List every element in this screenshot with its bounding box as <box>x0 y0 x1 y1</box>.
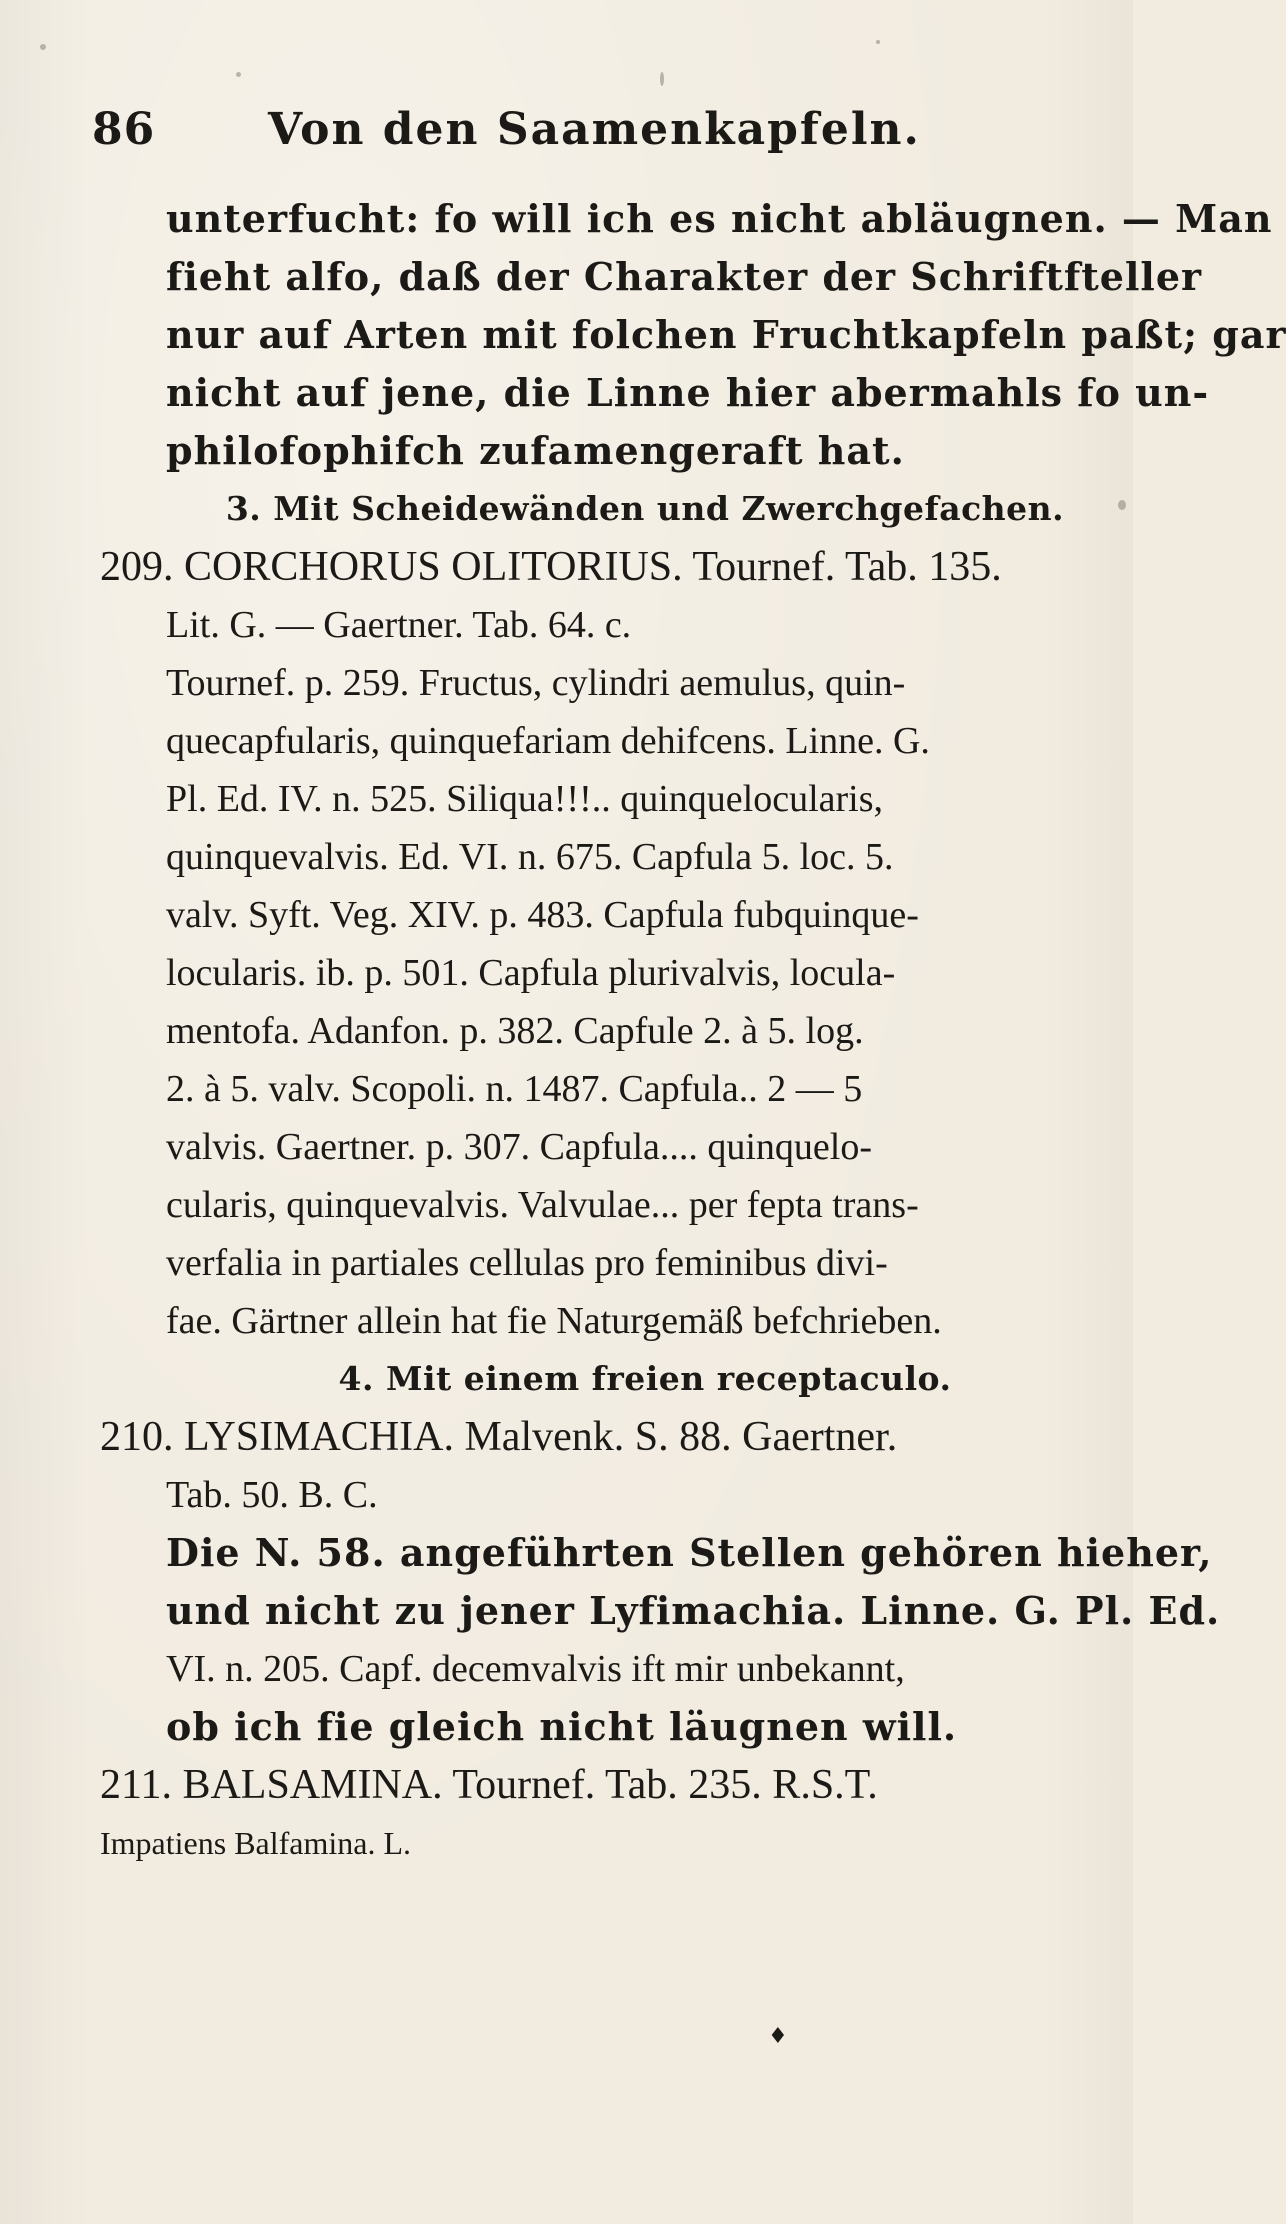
text-line: mentofa. Adanfon. p. 382. Capfule 2. à 5. log. <box>166 1010 864 1052</box>
paper-speck <box>660 72 664 86</box>
text-line: quinquevalvis. Ed. VI. n. 675. Capfula 5. loc. 5. <box>166 836 894 878</box>
paper-speck <box>1118 500 1126 510</box>
text-line: valvis. Gaertner. p. 307. Capfula.... quinquelo- <box>166 1126 873 1168</box>
text-line: und nicht zu jener Lyfimachia. Linne. G. Pl. Ed. <box>166 1588 1221 1633</box>
text-line: Die N. 58. angeführten Stellen gehören hieher, <box>166 1530 1213 1575</box>
text-line: nicht auf jene, die Linne hier abermahls fo un- <box>166 370 1210 415</box>
text-line: philofophifch zufamengeraft hat. <box>166 428 905 473</box>
text-line: Lit. G. — Gaertner. Tab. 64. c. <box>166 604 632 646</box>
text-line: locularis. ib. p. 501. Capfula plurivalvis, locula- <box>166 952 896 994</box>
text-line: cularis, quinquevalvis. Valvulae... per fepta trans- <box>166 1184 919 1226</box>
text-line: 209. CORCHORUS OLITORIUS. Tournef. Tab. 135. <box>100 544 1002 590</box>
text-line: 211. BALSAMINA. Tournef. Tab. 235. R.S.T. <box>100 1762 878 1808</box>
text-line: Tournef. p. 259. Fructus, cylindri aemulus, quin- <box>166 662 906 704</box>
paper-speck <box>876 40 880 44</box>
paper-speck <box>236 72 241 77</box>
text-line: Pl. Ed. IV. n. 525. Siliqua!!!.. quinquelocularis, <box>166 778 884 820</box>
footer-ornament: ♦ <box>768 2024 788 2049</box>
text-line: valv. Syft. Veg. XIV. p. 483. Capfula fubquinque- <box>166 894 919 936</box>
text-line: Impatiens Balfamina. L. <box>100 1825 412 1861</box>
text-line: 210. LYSIMACHIA. Malvenk. S. 88. Gaertner. <box>100 1414 898 1460</box>
text-line: nur auf Arten mit folchen Fruchtkapfeln paßt; gar <box>166 312 1286 357</box>
text-line: quecapfularis, quinquefariam dehifcens. Linne. G. <box>166 720 930 762</box>
text-line: unterfucht: fo will ich es nicht abläugnen. — Man <box>166 196 1273 241</box>
text-line: verfalia in partiales cellulas pro feminibus divi- <box>166 1242 888 1284</box>
running-head: Von den Saamenkapfeln. <box>268 104 921 155</box>
text-line: Tab. 50. B. C. <box>166 1474 378 1516</box>
text-line: 2. à 5. valv. Scopoli. n. 1487. Capfula.. 2 — 5 <box>166 1068 863 1110</box>
body-text <box>100 190 1286 1872</box>
text-line: fae. Gärtner allein hat fie Naturgemäß befchrieben. <box>166 1300 942 1342</box>
page-header <box>0 104 1133 164</box>
page-number: 86 <box>92 104 156 155</box>
paper-speck <box>40 44 46 50</box>
text-line: ob ich fie gleich nicht läugnen will. <box>166 1704 958 1749</box>
text-line: 4. Mit einem freien receptaculo. <box>338 1359 952 1398</box>
text-line: VI. n. 205. Capf. decemvalvis ift mir unbekannt, <box>166 1648 905 1690</box>
text-line: fieht alfo, daß der Charakter der Schriftfteller <box>166 254 1203 299</box>
text-line: 3. Mit Scheidewänden und Zwerchgefachen. <box>225 489 1065 528</box>
